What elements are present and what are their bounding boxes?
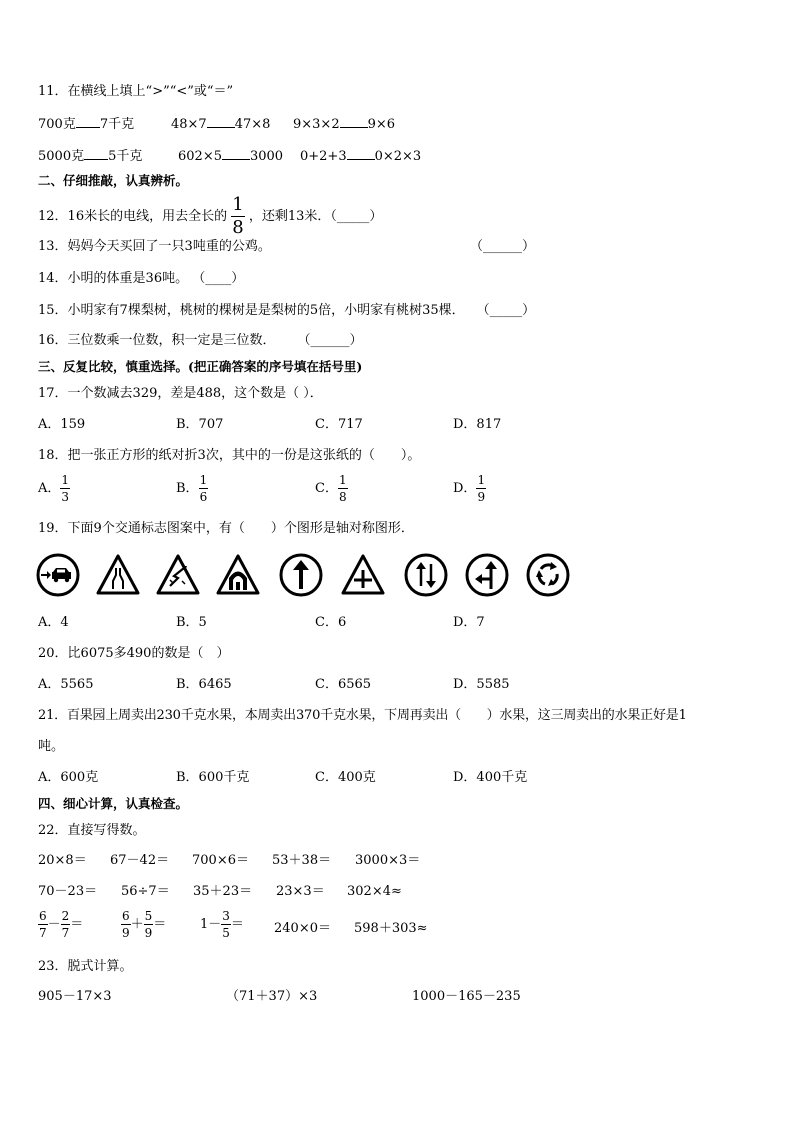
calc-item: 20×8＝	[38, 853, 87, 868]
q23-title: 23．脱式计算。	[38, 959, 133, 974]
fraction: $\frac{2}{7}$	[61, 909, 70, 940]
option-a[interactable]: A．5565	[38, 677, 94, 692]
q22-title: 22．直接写得数。	[38, 823, 146, 838]
option-c[interactable]: C．6565	[315, 677, 372, 692]
option-d[interactable]: D．7	[453, 615, 485, 630]
fraction: $\frac{1}{9}$	[477, 473, 486, 504]
option-c[interactable]: C． $\frac{1}{8}$	[315, 473, 347, 504]
q21-text-line1: 21．百果园上周卖出230千克水果，本周卖出370千克水果，下周再卖出（ ）水果，这三周卖出的水果正好是1	[38, 708, 687, 723]
fraction: $\frac{1}{6}$	[199, 473, 208, 504]
q21-text-line2: 吨。	[38, 739, 65, 754]
q11-item-4: 5000克 5千克	[38, 146, 142, 166]
option-c[interactable]: C．6	[315, 615, 347, 630]
calc-item: 67－42＝	[110, 853, 170, 868]
straight-ahead-sign-icon	[279, 553, 323, 597]
traffic-signs-row	[36, 553, 576, 597]
q11-item-2: 48×7 47×8	[171, 114, 270, 134]
bridge-sign-icon	[156, 553, 200, 597]
answer-blank[interactable]	[76, 114, 100, 128]
option-d[interactable]: D． $\frac{1}{9}$	[453, 473, 486, 504]
q13-text: 13．妈妈今天买回了一只3吨重的公鸡。	[38, 239, 271, 254]
q16-text: 16．三位数乘一位数，积一定是三位数． （______）	[38, 333, 363, 348]
calc-item: 598＋303≈	[354, 921, 428, 936]
q11-title: 11．在横线上填上“>”“<”或“＝”	[38, 84, 234, 99]
q13-answer-paren[interactable]: （______）	[470, 239, 536, 254]
option-a[interactable]: A． $\frac{1}{3}$	[38, 473, 70, 504]
fraction: $\frac{6}{7}$	[39, 909, 47, 940]
option-b[interactable]: B．6465	[176, 677, 232, 692]
calc-item: $\frac{6}{7}$ － $\frac{2}{7}$ ＝	[39, 909, 84, 940]
option-b[interactable]: B．5	[176, 615, 207, 630]
section-4-heading: 四、细心计算，认真检查。	[38, 796, 189, 811]
fraction: $\frac{5}{9}$	[144, 909, 153, 940]
calc-item: 240×0＝	[274, 921, 331, 936]
section-3-heading: 三、反复比较，慎重选择。(把正确答案的序号填在括号里)	[38, 359, 363, 374]
option-d[interactable]: D．5585	[453, 677, 510, 692]
answer-blank[interactable]	[347, 146, 375, 160]
answer-blank[interactable]	[222, 146, 250, 160]
calc-item: $\frac{6}{9}$ ＋ $\frac{5}{9}$ ＝	[122, 909, 167, 940]
q14-text: 14．小明的体重是36吨。 （____）	[38, 271, 245, 286]
calc-item: 1000－165－235	[412, 989, 521, 1004]
option-c[interactable]: C．717	[315, 417, 363, 432]
tunnel-sign-icon	[216, 553, 260, 597]
calc-item: 23×3＝	[276, 884, 325, 899]
calc-item: 53＋38＝	[272, 853, 332, 868]
q11-item-6: 0+2+3 0×2×3	[300, 146, 421, 166]
calc-item: 56÷7＝	[121, 884, 170, 899]
fraction: $\frac{1}{3}$	[61, 473, 70, 504]
calc-item: 70－23＝	[38, 884, 98, 899]
option-d[interactable]: D．400千克	[453, 770, 528, 785]
answer-blank[interactable]	[84, 146, 108, 160]
q18-text: 18．把一张正方形的纸对折3次，其中的一份是这张纸的（ ）。	[38, 448, 421, 463]
crossroad-sign-icon	[341, 553, 385, 597]
option-b[interactable]: B．707	[176, 417, 224, 432]
calc-item: 35＋23＝	[193, 884, 253, 899]
fraction: $\frac{6}{9}$	[122, 909, 130, 940]
q17-text: 17．一个数减去329，差是488，这个数是（ ）．	[38, 386, 323, 401]
q20-text: 20．比6075多490的数是（ ）	[38, 646, 230, 661]
q15-text: 15．小明家有7棵梨树，桃树的棵树是是梨树的5倍，小明家有桃树35棵． （_____）	[38, 303, 536, 318]
answer-paren[interactable]: （_____）	[476, 303, 536, 318]
calc-item: （71＋37）×3	[226, 989, 318, 1004]
option-d[interactable]: D．817	[453, 417, 502, 432]
calc-item: 302×4≈	[347, 884, 402, 899]
q11-item-5: 602×5 3000	[178, 146, 283, 166]
option-a[interactable]: A．159	[38, 417, 86, 432]
q11-item-1: 700克 7千克	[38, 114, 134, 134]
answer-blank[interactable]	[207, 114, 235, 128]
q12-text: 12．16米长的电线，用去全长的 $\frac{1}{8}$ ，还剩13米．（_____）	[38, 194, 383, 238]
option-c[interactable]: C．400克	[315, 770, 376, 785]
calc-item: 700×6＝	[192, 853, 249, 868]
answer-blank[interactable]	[340, 114, 368, 128]
road-narrows-sign-icon	[96, 553, 140, 597]
option-b[interactable]: B．600千克	[176, 770, 250, 785]
calc-item: 905－17×3	[38, 989, 112, 1004]
left-or-straight-sign-icon	[465, 553, 509, 597]
option-b[interactable]: B． $\frac{1}{6}$	[176, 473, 208, 504]
answer-paren[interactable]: （_____）	[330, 209, 383, 224]
q11-item-3: 9×3×2 9×6	[293, 114, 395, 134]
two-way-sign-icon	[404, 553, 448, 597]
roundabout-sign-icon	[526, 553, 570, 597]
section-2-heading: 二、仔细推敲，认真辨析。	[38, 173, 189, 188]
option-a[interactable]: A．4	[38, 615, 69, 630]
answer-paren[interactable]: （______）	[297, 333, 363, 348]
calc-item: 3000×3＝	[355, 853, 421, 868]
fraction: $\frac{1}{8}$	[232, 194, 244, 238]
fraction: $\frac{1}{8}$	[338, 473, 347, 504]
q19-text: 19．下面9个交通标志图案中，有（ ）个图形是轴对称图形．	[38, 521, 414, 536]
option-a[interactable]: A．600克	[38, 770, 99, 785]
calc-item: 1－ $\frac{3}{5}$ ＝	[200, 909, 244, 940]
fraction: $\frac{3}{5}$	[222, 909, 230, 940]
overtake-sign-icon	[36, 553, 80, 597]
